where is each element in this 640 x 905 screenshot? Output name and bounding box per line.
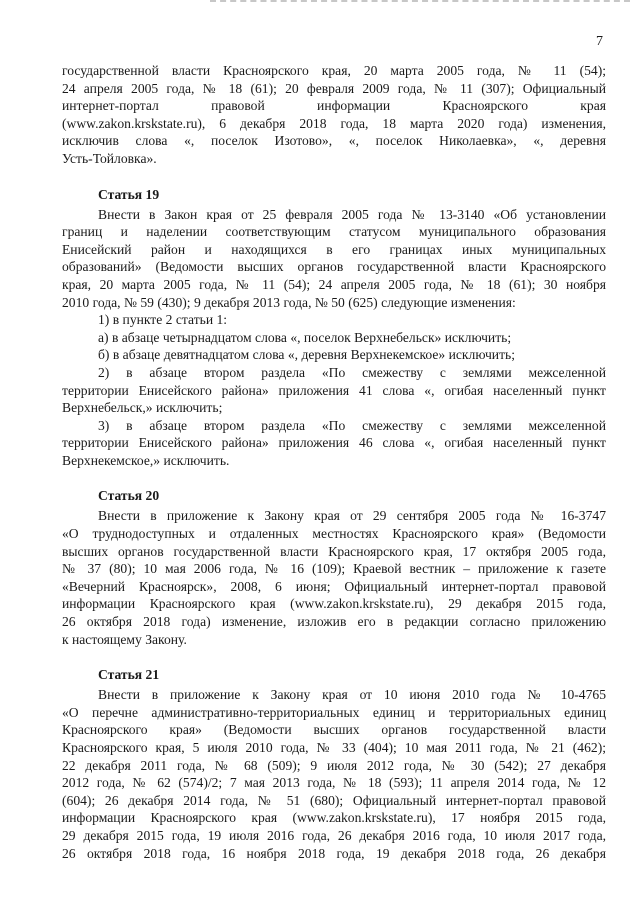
text-line: б) в абзаце девятнадцатом слова «, деревня Верхнекемское» исключить; bbox=[98, 347, 515, 363]
text-line: исключив слова «, поселок Изотово», «, поселок Николаевка», «, деревня bbox=[62, 133, 606, 149]
text-line: информации Красноярского края (www.zakon.krskstate.ru), 29 декабря 2015 года, bbox=[62, 596, 606, 612]
text-line: Верхнекемское,» исключить. bbox=[62, 452, 230, 468]
text-line: Усть-Тойловка». bbox=[62, 150, 157, 166]
text-line: образований» (Ведомости высших органов государственной власти Красноярского bbox=[62, 259, 606, 275]
text-line: Внести в приложение к Закону края от 10 июня 2010 года № 10-4765 bbox=[98, 687, 606, 703]
text-line: 24 апреля 2005 года, № 18 (61); 20 февраля 2009 года, № 11 (307); Официальный bbox=[62, 80, 606, 96]
article-19-heading: Статья 19 bbox=[98, 186, 160, 202]
text-line: 26 октября 2018 года) изменение, изложив его в редакции согласно приложению bbox=[62, 614, 606, 630]
text-line: Внести в приложение к Закону края от 29 сентября 2005 года № 16-3747 bbox=[98, 508, 606, 524]
text-line: № 37 (80); 10 мая 2006 года, № 16 (109); Краевой вестник – приложение к газете bbox=[62, 561, 606, 577]
text-line: интернет-портал правовой информации Красноярского края bbox=[62, 98, 606, 114]
text-line: «О труднодоступных и отдаленных местностях Красноярского края» (Ведомости bbox=[62, 526, 606, 542]
text-line: 22 декабря 2011 года, № 68 (509); 9 июля 2012 года, № 30 (542); 27 декабря bbox=[62, 757, 606, 773]
text-line: Верхнебельск,» исключить; bbox=[62, 400, 223, 416]
text-line: 2) в абзаце втором раздела «По смежеству с землями межселенной bbox=[98, 364, 606, 380]
text-line: (604); 26 декабря 2014 года, № 51 (680); Официальный интернет-портал правовой bbox=[62, 792, 606, 808]
text-line: 1) в пункте 2 статьи 1: bbox=[98, 312, 228, 328]
text-line: государственной власти Красноярского края, 20 марта 2005 года, № 11 (54); bbox=[62, 63, 606, 78]
text-line: к настоящему Закону. bbox=[62, 631, 187, 647]
article-21-heading: Статья 21 bbox=[98, 667, 160, 683]
text-line: а) в абзаце четырнадцатом слова «, поселок Верхнебельск» исключить; bbox=[98, 329, 512, 345]
text-line: информации Красноярского края (www.zakon.krskstate.ru), 17 ноября 2015 года, bbox=[62, 810, 606, 826]
text-line: Внести в Закон края от 25 февраля 2005 года № 13-3140 «Об установлении bbox=[98, 206, 606, 222]
text-line: 3) в абзаце втором раздела «По смежеству с землями межселенной bbox=[98, 417, 606, 433]
text-line: высших органов государственной власти Красноярского края, 17 октября 2005 года, bbox=[62, 543, 606, 559]
text-line: 2010 года, № 59 (430); 9 декабря 2013 года, № 50 (625) следующие изменения: bbox=[62, 294, 516, 310]
page-number: 7 bbox=[596, 34, 603, 49]
text-line: 26 октября 2018 года, 16 ноября 2018 года, 19 декабря 2018 года, 26 декабря bbox=[62, 845, 606, 861]
text-line: (www.zakon.krskstate.ru), 6 декабря 2018 года, 18 марта 2020 года) изменения, bbox=[62, 115, 606, 131]
document-body bbox=[62, 62, 606, 862]
text-line: Красноярского края, 5 июля 2010 года, № 33 (404); 10 мая 2011 года, № 21 (462); bbox=[62, 740, 606, 755]
text-line: «О перечне административно-территориальных единиц и территориальных единиц bbox=[62, 704, 606, 720]
scan-edge-artifact bbox=[210, 0, 630, 5]
text-line: территории Енисейского района» приложения 41 слова «, огибая населенный пункт bbox=[62, 382, 606, 398]
text-line: Красноярского края» (Ведомости высших органов государственной власти bbox=[62, 722, 606, 738]
text-line: края, 20 марта 2005 года, № 11 (54); 24 апреля 2005 года, № 18 (61); 30 ноября bbox=[62, 276, 606, 292]
text-line: 29 декабря 2015 года, 19 июля 2016 года, 26 декабря 2016 года, 10 июля 2017 года, bbox=[62, 827, 606, 843]
text-line: территории Енисейского района» приложения 46 слова «, огибая населенный пункт bbox=[62, 435, 606, 451]
article-20-heading: Статья 20 bbox=[98, 488, 160, 504]
text-line: границ и наделении соответствующим статусом муниципального образования bbox=[62, 224, 606, 240]
text-line: «Вечерний Красноярск», 2008, 6 июня; Официальный интернет-портал правовой bbox=[62, 578, 606, 594]
text-line: Енисейский район и находящихся в его границах иных муниципальных bbox=[62, 241, 606, 257]
text-line: 2012 года, № 62 (574)/2; 7 мая 2013 года, № 18 (593); 11 апреля 2014 года, № 12 bbox=[62, 775, 606, 791]
